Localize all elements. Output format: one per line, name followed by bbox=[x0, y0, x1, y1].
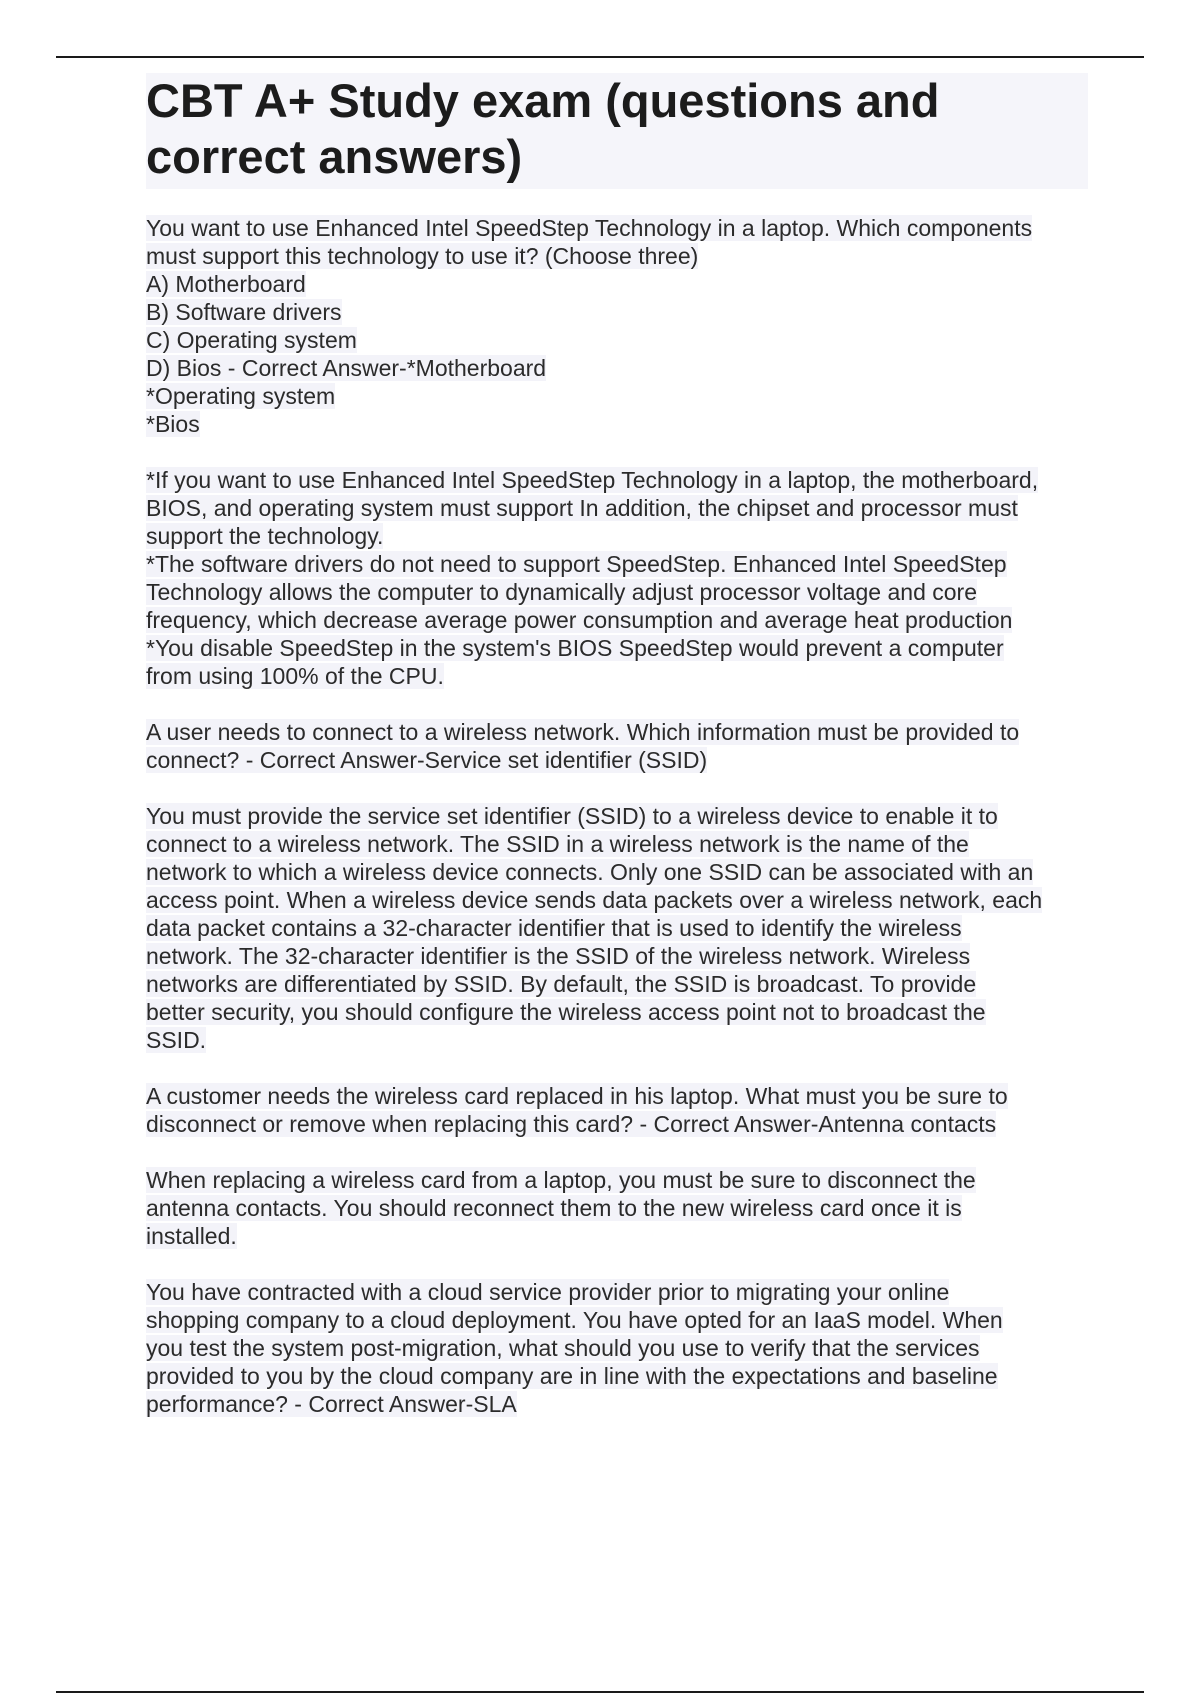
text-line bbox=[146, 746, 1088, 774]
bottom-rule bbox=[56, 1691, 1144, 1693]
paragraph-list bbox=[146, 214, 1088, 1418]
text-line-content: connect? - Correct Answer-Service set identifier (SSID) bbox=[146, 747, 708, 773]
text-line bbox=[146, 550, 1088, 578]
text-line bbox=[146, 858, 1088, 886]
text-line-content: A customer needs the wireless card replaced in his laptop. What must you be sure to bbox=[146, 1083, 1008, 1109]
text-line-content: performance? - Correct Answer-SLA bbox=[146, 1391, 517, 1417]
text-line-content: network. The 32-character identifier is the SSID of the wireless network. Wireless bbox=[146, 943, 971, 969]
text-line-content: network to which a wireless device connects. Only one SSID can be associated with an bbox=[146, 859, 1034, 885]
text-line bbox=[146, 1082, 1088, 1110]
paragraph bbox=[146, 718, 1088, 774]
text-line bbox=[146, 1390, 1088, 1418]
title-line: correct answers) bbox=[146, 130, 523, 183]
text-line-content: D) Bios - Correct Answer-*Motherboard bbox=[146, 355, 547, 381]
text-line bbox=[146, 214, 1088, 242]
text-line-content: *If you want to use Enhanced Intel SpeedStep Technology in a laptop, the motherboard, bbox=[146, 467, 1039, 493]
text-line-content: better security, you should configure the wireless access point not to broadcast the bbox=[146, 999, 986, 1025]
text-line-content: A) Motherboard bbox=[146, 271, 306, 297]
text-line-content: must support this technology to use it? (Choose three) bbox=[146, 243, 699, 269]
text-line bbox=[146, 830, 1088, 858]
text-line bbox=[146, 1194, 1088, 1222]
document-title bbox=[146, 73, 1088, 189]
text-line bbox=[146, 634, 1088, 662]
text-line-content: Technology allows the computer to dynamically adjust processor voltage and core bbox=[146, 579, 977, 605]
text-line bbox=[146, 970, 1088, 998]
text-line bbox=[146, 914, 1088, 942]
text-line bbox=[146, 578, 1088, 606]
text-line-content: SSID. bbox=[146, 1027, 207, 1053]
text-line-content: When replacing a wireless card from a laptop, you must be sure to disconnect the bbox=[146, 1167, 976, 1193]
text-line-content: A user needs to connect to a wireless network. Which information must be provided to bbox=[146, 719, 1020, 745]
text-line-content: installed. bbox=[146, 1223, 237, 1249]
text-line-content: networks are differentiated by SSID. By default, the SSID is broadcast. To provide bbox=[146, 971, 977, 997]
text-line-content: *Operating system bbox=[146, 383, 336, 409]
text-line-content: You must provide the service set identifier (SSID) to a wireless device to enable it to bbox=[146, 803, 998, 829]
text-line bbox=[146, 354, 1088, 382]
text-line-content: You want to use Enhanced Intel SpeedStep Technology in a laptop. Which components bbox=[146, 215, 1033, 241]
text-line-content: access point. When a wireless device sends data packets over a wireless network, each bbox=[146, 887, 1043, 913]
text-line bbox=[146, 662, 1088, 690]
text-line-content: from using 100% of the CPU. bbox=[146, 663, 444, 689]
text-line bbox=[146, 382, 1088, 410]
title-line: CBT A+ Study exam (questions and bbox=[146, 74, 940, 127]
text-line bbox=[146, 1026, 1088, 1054]
text-line-content: provided to you by the cloud company are in line with the expectations and baseline bbox=[146, 1363, 998, 1389]
text-line-content: shopping company to a cloud deployment. You have opted for an IaaS model. When bbox=[146, 1307, 1003, 1333]
paragraph bbox=[146, 802, 1088, 1054]
text-line bbox=[146, 298, 1088, 326]
top-rule bbox=[56, 56, 1144, 58]
paragraph bbox=[146, 1278, 1088, 1418]
text-line bbox=[146, 1334, 1088, 1362]
text-line bbox=[146, 494, 1088, 522]
text-line bbox=[146, 1110, 1088, 1138]
text-line bbox=[146, 886, 1088, 914]
text-line bbox=[146, 270, 1088, 298]
text-line bbox=[146, 802, 1088, 830]
text-line-content: C) Operating system bbox=[146, 327, 357, 353]
paragraph bbox=[146, 214, 1088, 438]
document-content bbox=[146, 73, 1088, 1446]
text-line bbox=[146, 522, 1088, 550]
text-line bbox=[146, 718, 1088, 746]
text-line-content: support the technology. bbox=[146, 523, 384, 549]
text-line-content: you test the system post-migration, what should you use to verify that the services bbox=[146, 1335, 980, 1361]
text-line bbox=[146, 242, 1088, 270]
paragraph bbox=[146, 466, 1088, 690]
text-line bbox=[146, 1362, 1088, 1390]
text-line-content: connect to a wireless network. The SSID in a wireless network is the name of the bbox=[146, 831, 969, 857]
text-line-content: You have contracted with a cloud service provider prior to migrating your online bbox=[146, 1279, 950, 1305]
text-line bbox=[146, 1166, 1088, 1194]
text-line-content: disconnect or remove when replacing this card? - Correct Answer-Antenna contacts bbox=[146, 1111, 997, 1137]
paragraph bbox=[146, 1082, 1088, 1138]
text-line bbox=[146, 410, 1088, 438]
text-line bbox=[146, 942, 1088, 970]
text-line-content: frequency, which decrease average power consumption and average heat production bbox=[146, 607, 1013, 633]
text-line-content: *Bios bbox=[146, 411, 200, 437]
text-line-content: antenna contacts. You should reconnect them to the new wireless card once it is bbox=[146, 1195, 962, 1221]
text-line bbox=[146, 1278, 1088, 1306]
text-line-content: *The software drivers do not need to support SpeedStep. Enhanced Intel SpeedStep bbox=[146, 551, 1007, 577]
text-line-content: BIOS, and operating system must support In addition, the chipset and processor must bbox=[146, 495, 1018, 521]
text-line bbox=[146, 998, 1088, 1026]
text-line bbox=[146, 606, 1088, 634]
text-line bbox=[146, 1222, 1088, 1250]
text-line-content: *You disable SpeedStep in the system's BIOS SpeedStep would prevent a computer bbox=[146, 635, 1004, 661]
text-line-content: data packet contains a 32-character identifier that is used to identify the wireless bbox=[146, 915, 962, 941]
paragraph bbox=[146, 1166, 1088, 1250]
text-line-content: B) Software drivers bbox=[146, 299, 342, 325]
text-line bbox=[146, 1306, 1088, 1334]
text-line bbox=[146, 466, 1088, 494]
text-line bbox=[146, 326, 1088, 354]
